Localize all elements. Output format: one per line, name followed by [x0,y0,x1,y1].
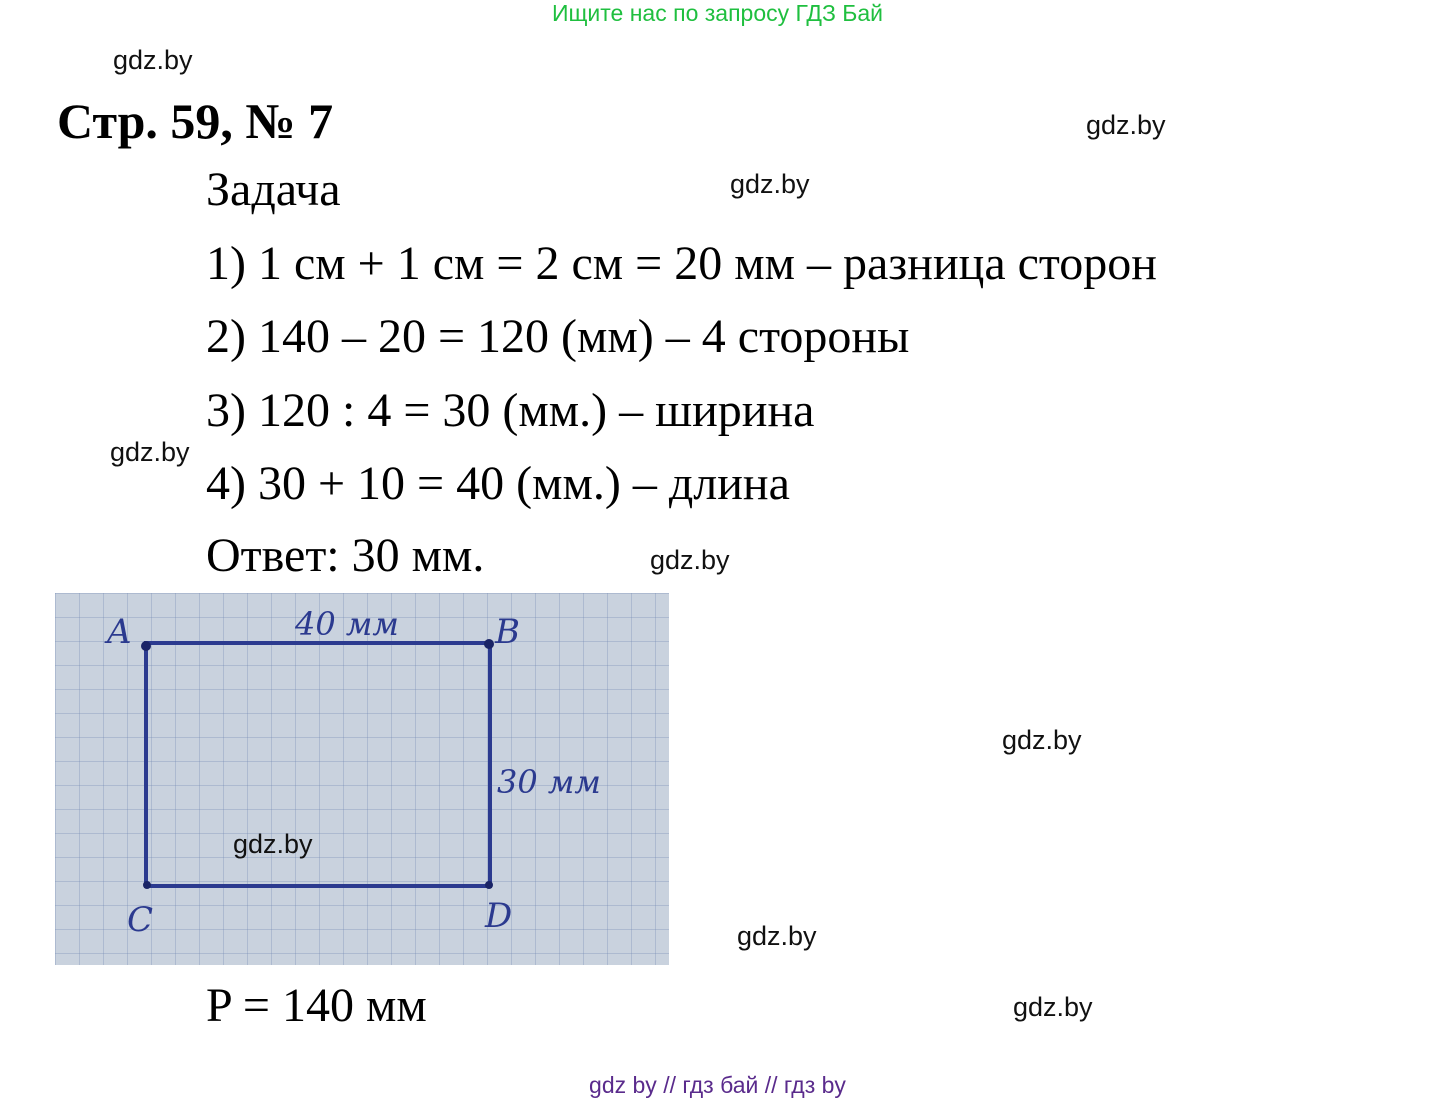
solution-step-3: 3) 120 : 4 = 30 (мм.) – ширина [206,384,815,437]
vertex-a-dot [141,641,151,651]
solution-step-4: 4) 30 + 10 = 40 (мм.) – длина [206,457,790,510]
rectangle-abcd [146,643,490,886]
watermark: gdz.by [730,169,810,199]
solution-step-2: 2) 140 – 20 = 120 (мм) – 4 стороны [206,310,910,363]
answer-line: Ответ: 30 мм. [206,529,485,582]
page-title: Стр. 59, № 7 [57,93,334,149]
vertex-d-dot [485,881,493,889]
vertex-c-label: C [127,900,154,940]
footer-links: gdz by // гдз бай // гдз by [589,1072,846,1098]
watermark: gdz.by [1013,992,1093,1022]
solution-step-1: 1) 1 см + 1 см = 2 см = 20 мм – разница сторон [206,237,1157,290]
perimeter-line: P = 140 мм [206,979,427,1032]
watermark: gdz.by [737,921,817,951]
vertex-a-label: A [107,612,132,652]
length-label: 40 мм [295,605,399,643]
rectangle-drawing [55,593,669,965]
rectangle-drawing-photo [55,593,669,965]
vertex-c-dot [143,881,151,889]
vertex-b-label: B [495,612,520,652]
watermark: gdz.by [110,437,190,467]
watermark: gdz.by [233,829,313,859]
vertex-b-dot [484,639,494,649]
watermark: gdz.by [113,45,193,75]
watermark: gdz.by [1086,110,1166,140]
watermark: gdz.by [1002,725,1082,755]
watermark: gdz.by [650,545,730,575]
task-heading: Задача [206,163,341,216]
vertex-d-label: D [485,896,513,936]
top-banner: Ищите нас по запросу ГДЗ Бай [551,0,884,26]
width-label: 30 мм [497,763,601,801]
